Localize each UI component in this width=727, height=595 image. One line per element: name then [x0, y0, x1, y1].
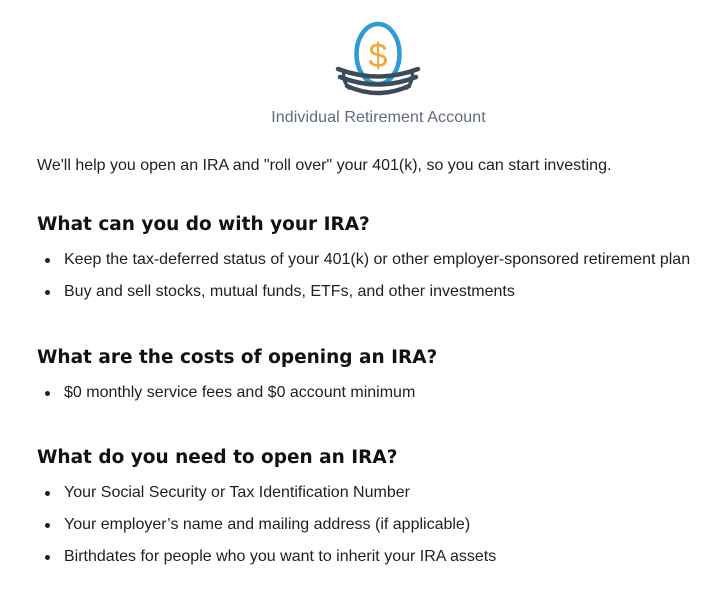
list-item: Buy and sell stocks, mutual funds, ETFs, and other investments	[37, 282, 727, 314]
intro-text: We'll help you open an IRA and "roll over" your 401(k), so you can start investing.	[37, 157, 612, 174]
section-heading: What do you need to open an IRA?	[37, 447, 398, 468]
list-item: Your Social Security or Tax Identification Number	[37, 483, 727, 515]
bullet-list	[37, 250, 727, 314]
ira-header	[0, 0, 727, 135]
list-item: $0 monthly service fees and $0 account minimum	[37, 383, 727, 415]
svg-text:$: $	[368, 37, 388, 75]
account-type-title: Individual Retirement Account	[271, 109, 486, 126]
section-requirements	[37, 447, 727, 579]
list-item: Keep the tax-deferred status of your 401(k) or other employer-sponsored retirement plan	[37, 250, 727, 282]
section-heading: What can you do with your IRA?	[37, 214, 370, 235]
list-item: Your employer’s name and mailing address (if applicable)	[37, 515, 727, 547]
bullet-list	[37, 483, 727, 579]
list-item: Birthdates for people who you want to inherit your IRA assets	[37, 547, 727, 579]
bullet-list	[37, 383, 727, 415]
nest-egg-dollar-icon	[330, 14, 426, 104]
section-what-can-you-do	[37, 214, 727, 314]
section-costs	[37, 347, 727, 415]
section-heading: What are the costs of opening an IRA?	[37, 347, 438, 368]
